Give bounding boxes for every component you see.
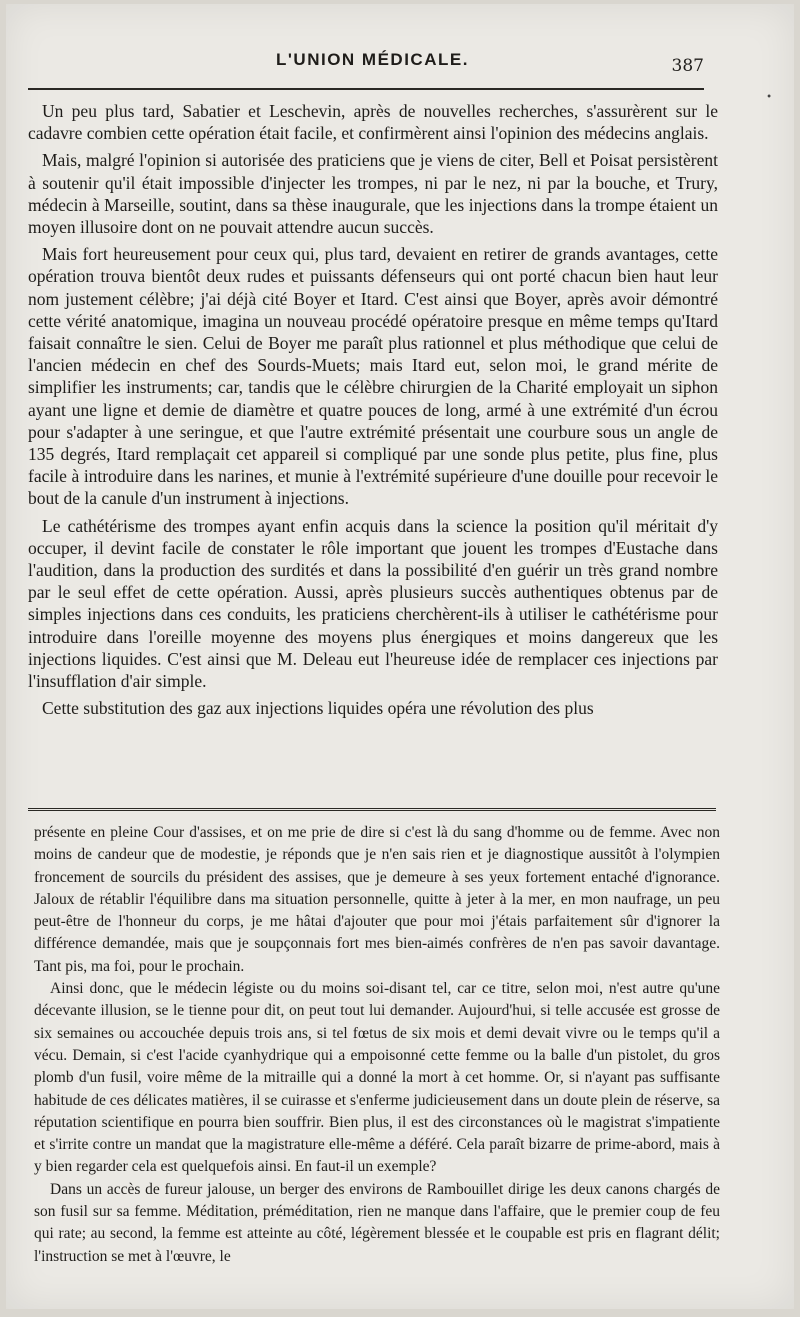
- margin-bullet-mark: •: [766, 92, 772, 103]
- body-paragraph: Mais, malgré l'opinion si autorisée des praticiens que je viens de citer, Bell et Poisat persistèrent à soutenir qu'il était impossible d'injecter les trompes, ni par le nez, ni par la bouche, et Trury, médecin à Marseille, soutint, dans sa thèse inaugurale, que les injections dans la trompe étaient un moyen illusoire dont on ne pouvait attendre aucun succès.: [28, 150, 718, 238]
- header-rule: [28, 88, 704, 90]
- body-paragraph: Un peu plus tard, Sabatier et Leschevin, après de nouvelles recherches, s'assurèrent sur le cadavre combien cette opération était facile, et confirmèrent ainsi l'opinion des médecins anglais.: [28, 101, 718, 144]
- body-paragraph: Le cathétérisme des trompes ayant enfin acquis dans la science la position qu'il méritait d'y occuper, il devint facile de constater le rôle important que jouent les trompes d'Eustache dans l'audition, dans la production des surdités et dans la possibilité d'en guérir un très grand nombre par le seul effet de cette opération. Aussi, après plusieurs succès authentiques obtenus par de simples injections dans ces conduits, les praticiens cherchèrent-ils à utiliser le cathétérisme pour introduire dans l'oreille moyenne des moyens plus énergiques et moins dangereux que les injections liquides. C'est ainsi que M. Deleau eut l'heureuse idée de remplacer ces injections par l'insufflation d'air simple.: [28, 515, 718, 692]
- book-page: [6, 4, 794, 1309]
- journal-title: L'UNION MÉDICALE.: [276, 50, 469, 69]
- body-paragraph: Mais fort heureusement pour ceux qui, plus tard, devaient en retirer de grands avantages, cette opération trouva bientôt deux rudes et puissants défenseurs qui ont porté chacun bien haut leur nom justement célèbre; j'ai déjà cité Boyer et Itard. C'est ainsi que Boyer, après avoir démontré cette vérité anatomique, imagina un nouveau procédé opératoire presque en même temps qu'Itard faisait connaître le sien. Celui de Boyer me paraît plus rationnel et plus méthodique que celui de l'ancien médecin en chef des Sourds-Muets; mais Itard eut, selon moi, le grand mérite de simplifier les instruments; car, tandis que le célèbre chirurgien de la Charité employait un siphon ayant une ligne et demie de diamètre et quatre pouces de long, armé à une extrémité d'un écrou pour s'adapter à une seringue, et que l'autre extrémité présentait une courbure sous un angle de 135 degrés, Itard remplaçait cet appareil si compliqué par une sonde plus petite, plus fine, plus facile à introduire dans les narines, et munie à l'extrémité supérieure d'une douille pour recevoir le bout de la canule d'un instrument à injections.: [28, 244, 718, 509]
- body-paragraph: Cette substitution des gaz aux injections liquides opéra une révolution des plus: [42, 698, 594, 719]
- main-text: [28, 100, 718, 724]
- footnote-text: [34, 822, 720, 1268]
- page-number: 387: [671, 56, 704, 76]
- running-head: [6, 50, 794, 80]
- footnote-paragraph: Dans un accès de fureur jalouse, un berger des environs de Rambouillet dirige les deux canons chargés de son fusil sur sa femme. Méditation, préméditation, rien ne manque dans l'affaire, que le premier coup de feu qui rate; au second, la femme est atteinte au côté, légèrement blessée et le coupable est pris en flagrant délit; l'instruction se met à l'œuvre, le: [34, 1180, 720, 1265]
- footnote-separator-rule: [28, 808, 716, 811]
- footnote-paragraph: Ainsi donc, que le médecin légiste ou du moins soi-disant tel, car ce titre, selon moi, n'est autre qu'une décevante illusion, se le tienne pour dit, on peut tout lui demander. Aujourd'hui, si telle accusée est grosse de six semaines ou accouchée depuis trois ans, si tel fœtus de six mois et demi devait vivre ou le temps qu'il a vécu. Demain, si c'est l'acide cyanhydrique qui a empoisonné cette femme ou la balle d'un pistolet, du gros plomb d'un fusil, voire même de la mitraille qui a donné la mort à cet homme. Or, si n'ayant pas suffisante habitude de ces délicates matières, il se cuirasse et s'enferme judicieusement dans un doute plein de réserve, sa réputation scientifique en pourra bien souffrir. Bien plus, il est des circonstances où le magistrat s'impatiente et s'irrite contre un mandat que la magistrature elle-même a déféré. Cela paraît bizarre de prime-abord, mais à y bien regarder cela est quelquefois ainsi. En faut-il un exemple?: [34, 980, 720, 1176]
- footnote-paragraph: présente en pleine Cour d'assises, et on me prie de dire si c'est là du sang d'homme ou de femme. Avec non moins de candeur que de modestie, je réponds que je n'en sais rien et je diagnostique aussitôt à l'olympien froncement de sourcils du président des assises, que je demeure à ses yeux fortement entaché d'ignorance. Jaloux de rétablir l'équilibre dans ma situation personnelle, quitte à jeter à la mer, en mon naufrage, un peu peut-être de l'honneur du corps, je me hâtai d'ajouter que pour moi j'étais parfaitement sûr d'ignorer la différence demandée, mais que je soupçonnais fort mes bien-aimés confrères de n'en pas savoir davantage. Tant pis, ma foi, pour le prochain.: [34, 824, 720, 975]
